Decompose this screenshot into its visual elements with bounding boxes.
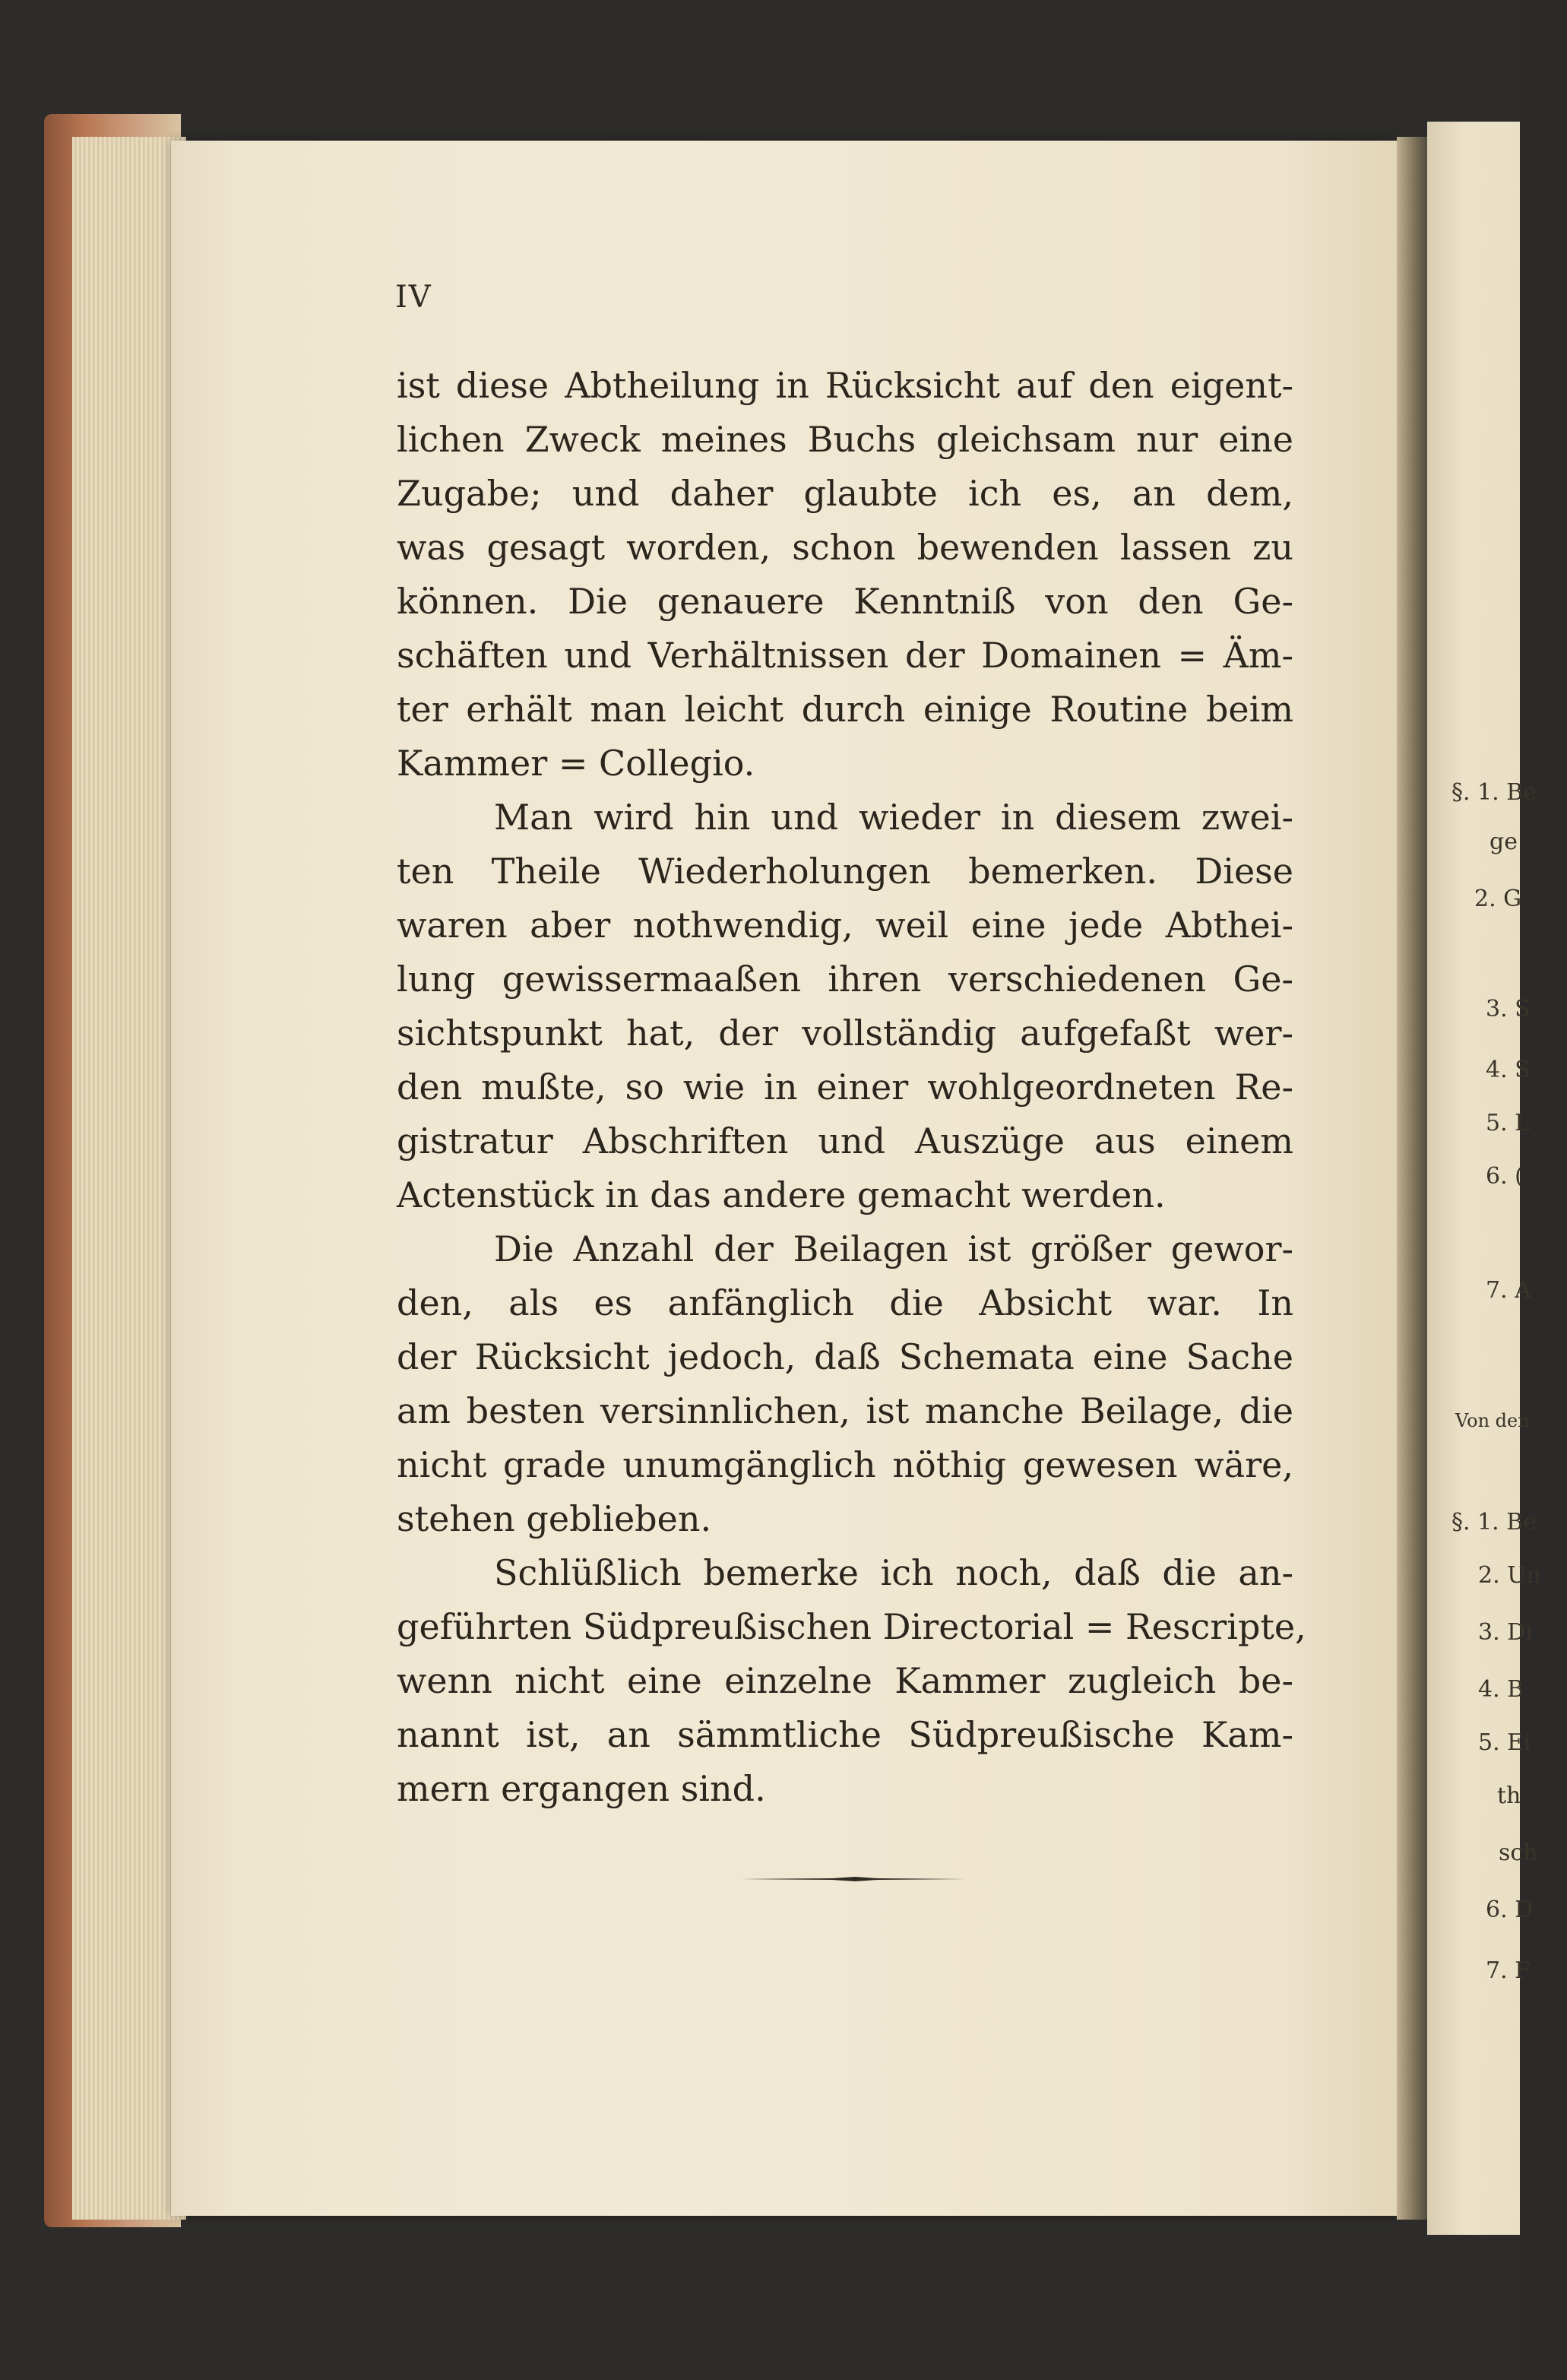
text-line: können. Die genauere Kenntniß von den Ge- — [397, 581, 1293, 622]
right-page-fragment: §. 1. Be — [1451, 1509, 1537, 1535]
right-page-fragment: 6. D — [1486, 1897, 1534, 1923]
text-line: lichen Zweck meines Buchs gleichsam nur eine — [397, 419, 1293, 460]
right-page-fragment: 3. S — [1486, 996, 1531, 1022]
text-line: stehen geblieben. — [397, 1498, 712, 1539]
right-page-fragment: 2. Un — [1478, 1562, 1541, 1589]
right-page-fragment: ge — [1489, 829, 1518, 855]
text-line: ist diese Abtheilung in Rücksicht auf den eigent- — [397, 365, 1293, 406]
text-line: ten Theile Wiederholungen bemerken. Diese — [397, 851, 1293, 892]
text-line: wenn nicht eine einzelne Kammer zugleich be- — [397, 1660, 1293, 1701]
ornamental-rule — [741, 1876, 969, 1882]
page-stack — [72, 137, 186, 2220]
text-line: den mußte, so wie in einer wohlgeordneten Re- — [397, 1066, 1293, 1108]
right-page-fragment: th — [1497, 1783, 1521, 1809]
text-line: nannt ist, an sämmtliche Südpreußische Kam- — [397, 1714, 1293, 1755]
text-line: Kammer = Collegio. — [397, 743, 755, 784]
right-page-fragment: §. 1. Be — [1451, 779, 1537, 806]
right-page-fragment: 7. A — [1486, 1277, 1531, 1304]
text-line: lung gewissermaaßen ihren verschiedenen Ge- — [397, 959, 1293, 1000]
right-page-fragment: 5. L — [1486, 1110, 1531, 1136]
paragraph-start-line: Die Anzahl der Beilagen ist größer gewor- — [494, 1228, 1293, 1269]
text-line: sichtspunkt hat, der vollständig aufgefaßt wer- — [397, 1013, 1293, 1054]
text-line: am besten versinnlichen, ist manche Beilage, die — [397, 1390, 1293, 1431]
text-line: was gesagt worden, schon bewenden lassen zu — [397, 527, 1293, 568]
page-number: IV — [395, 280, 432, 315]
text-line: Zugabe; und daher glaubte ich es, an dem, — [397, 473, 1293, 514]
paragraph-start-line: Man wird hin und wieder in diesem zwei- — [494, 797, 1293, 838]
right-page-fragment: 4. B — [1478, 1676, 1524, 1703]
right-page-fragment: 5. Ei — [1478, 1729, 1531, 1756]
text-line: ter erhält man leicht durch einige Routine beim — [397, 689, 1293, 730]
right-page-fragment: 2. G — [1474, 886, 1522, 912]
text-line: mern ergangen sind. — [397, 1768, 766, 1809]
right-page-fragment: 3. Di — [1478, 1619, 1533, 1646]
text-line: gistratur Abschriften und Auszüge aus einem — [397, 1120, 1293, 1161]
text-line: geführten Südpreußischen Directorial = Rescripte, — [397, 1606, 1306, 1647]
right-page-fragment: 6. ( — [1486, 1163, 1524, 1190]
text-line: schäften und Verhältnissen der Domainen = Äm- — [397, 635, 1293, 676]
right-page-fragment: sch — [1499, 1840, 1538, 1866]
text-line: Actenstück in das andere gemacht werden. — [397, 1174, 1166, 1215]
text-line: der Rücksicht jedoch, daß Schemata eine Sache — [397, 1336, 1293, 1377]
text-line: den, als es anfänglich die Absicht war. In — [397, 1282, 1293, 1323]
right-page-fragment: 4. S — [1486, 1057, 1531, 1083]
paragraph-start-line: Schlüßlich bemerke ich noch, daß die an- — [494, 1552, 1293, 1593]
text-line: nicht grade unumgänglich nöthig gewesen wäre, — [397, 1444, 1293, 1485]
text-line: waren aber nothwendig, weil eine jede Abthei- — [397, 905, 1293, 946]
right-page-fragment: Von den — [1455, 1410, 1530, 1431]
right-page-fragment: 7. F — [1486, 1957, 1531, 1984]
